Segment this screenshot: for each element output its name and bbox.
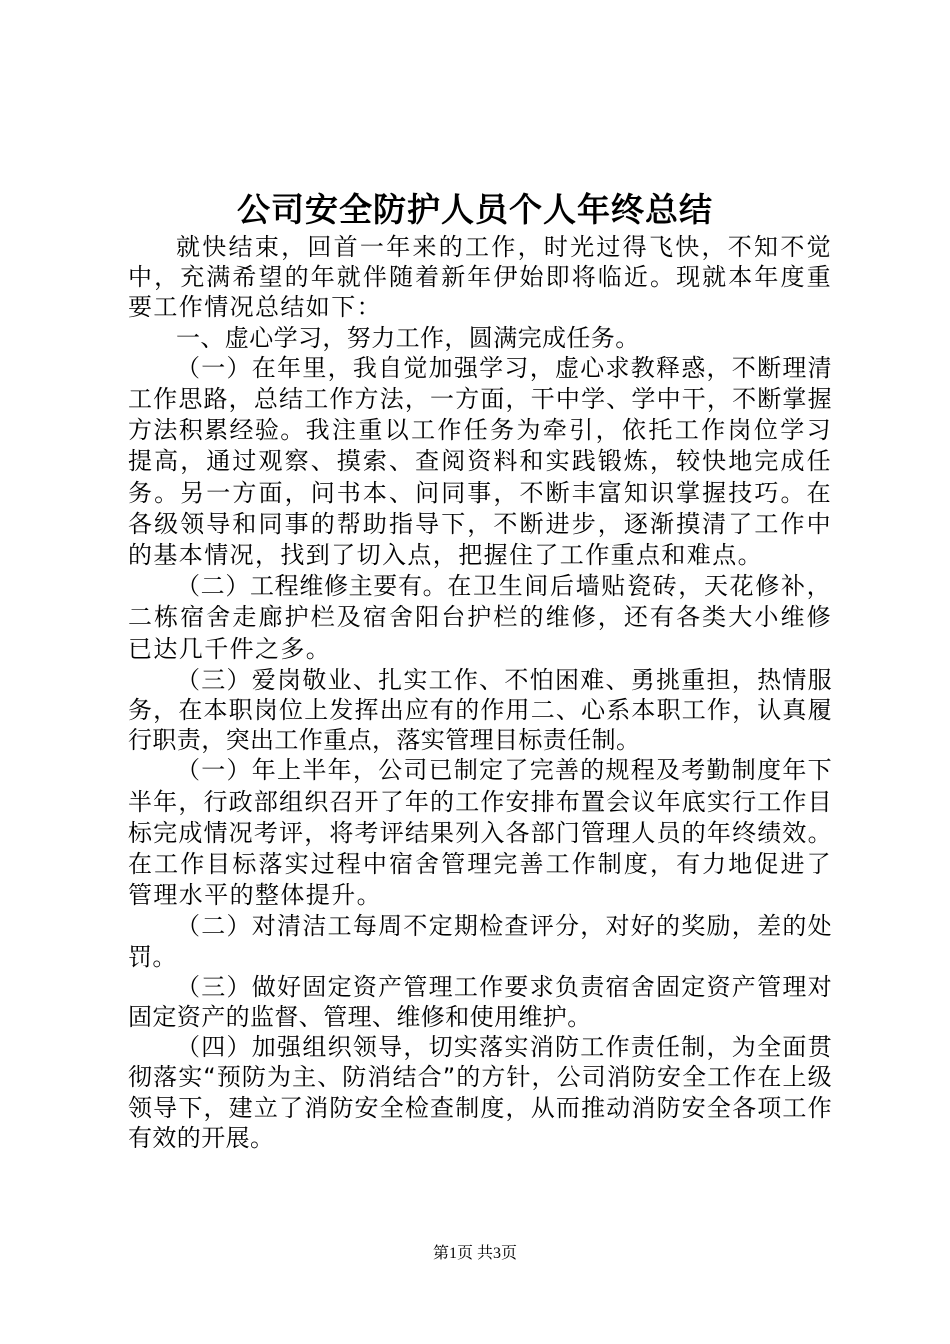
page-footer: 第1页 共3页 [432,1245,517,1262]
paragraph-2-1-part-a: （一）年上半年，公司已制定了完善的规程及考勤制度年下半年，行政部组织召开了年的工作安排布置会议年底实行工作目标完成情况考评，将考评结果列入各部门管理人员的年终绩效。 [128,756,832,847]
paragraph-1-2-part-b: 在卫生间后墙贴瓷砖，天花修补，二栋宿舍走廊护栏及宿舍阳台护栏的维修，还有各类大小维修已达几千件之多。 [128,572,833,663]
document-title: 公司安全防护人员个人年终总结 [237,190,713,229]
paragraph-2-4: （四）加强组织领导，切实落实消防工作责任制，为全面贯彻落实“预防为主、防消结合”的方针，公司消防安全工作在上级领导下，建立了消防安全检查制度，从而推动消防安全各项工作有效的开展。 [128,1033,832,1152]
section-heading-1: 一、虚心学习，努力工作，圆满完成任务。 [176,323,640,352]
paragraph-1-1 [128,353,832,571]
document-body [128,232,832,1153]
paragraph-1-2-part-a: （二）工程维修主要有。 [176,572,448,601]
paragraph-2-3: （三）做好固定资产管理工作要求负责宿舍固定资产管理对固定资产的监督、管理、维修和使用维护。 [128,972,832,1032]
paragraph-2-2: （二）对清洁工每周不定期检查评分，对好的奖励，差的处罚。 [128,912,832,971]
paragraph-2-1-part-b: 在工作目标落实过程中宿舍管理完善工作制度，有力地促进了管理水平的整体提升。 [128,850,832,910]
paragraph-1-3: （三）爱岗敬业、扎实工作、不怕困难、勇挑重担，热情服务，在本职岗位上发挥出应有的作用二、心系本职工作，认真履行职责，突出工作重点，落实管理目标责任制。 [128,665,832,755]
paragraph-2-1 [128,755,832,911]
paragraph-1-1-part-b: 我注重以工作任务为牵引，依托工作岗位学习提高，通过观察、摸索、查阅资料和实践锻炼，较快地完成任务。另一方面，问书本、问同事，不断丰富知识掌握技巧。在各级领导和同事的帮助指导下，不断进步，逐渐摸清了工作中的基本情况，找到了切入点，把握住了工作重点和难点。 [128,416,832,570]
intro-paragraph: 就快结束，回首一年来的工作，时光过得飞快，不知不觉中，充满希望的年就伴随着新年伊始即将临近。现就本年度重要工作情况总结如下： [128,233,832,322]
paragraph-1-1-part-a: （一）在年里，我自觉加强学习，虚心求教释惑，不断理清工作思路，总结工作方法，一方面，干中学、学中干，不断掌握方法积累经验。 [128,353,832,445]
paragraph-1-2 [128,571,832,665]
